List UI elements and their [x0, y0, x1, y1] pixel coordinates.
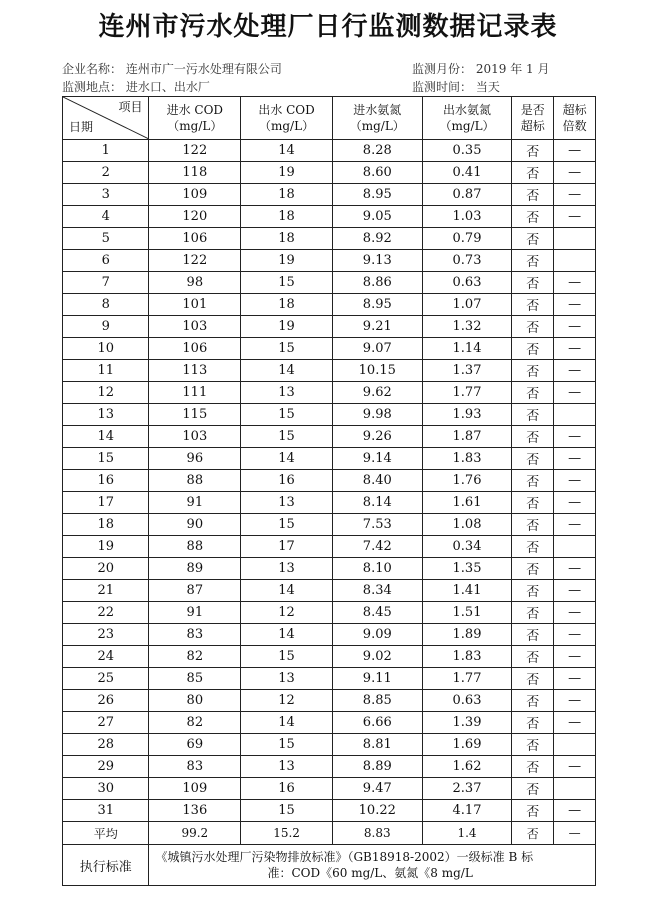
outlet-nh3-cell: 1.37 — [422, 360, 512, 382]
col-header-line: （mg/L） — [259, 119, 315, 133]
day-cell: 23 — [63, 624, 149, 646]
outlet-nh3-cell: 0.63 — [422, 690, 512, 712]
exceed-multiple-cell: — — [554, 646, 596, 668]
day-cell: 3 — [63, 184, 149, 206]
inlet-cod-cell: 101 — [149, 294, 241, 316]
outlet-cod-cell: 14 — [241, 360, 333, 382]
inlet-cod-cell: 113 — [149, 360, 241, 382]
inlet-nh3-cell: 7.42 — [332, 536, 422, 558]
outlet-nh3-cell: 1.32 — [422, 316, 512, 338]
inlet-nh3-cell: 8.86 — [332, 272, 422, 294]
time-label: 监测时间： — [412, 80, 473, 94]
inlet-nh3-cell: 8.14 — [332, 492, 422, 514]
outlet-cod-cell: 15 — [241, 426, 333, 448]
exceed-cell: 否 — [512, 448, 554, 470]
time-row — [412, 78, 500, 95]
exceed-multiple-cell: — — [554, 756, 596, 778]
table-row — [63, 206, 596, 228]
day-cell: 16 — [63, 470, 149, 492]
exceed-multiple-cell: — — [554, 668, 596, 690]
outlet-cod-cell: 16 — [241, 778, 333, 800]
exceed-cell: 否 — [512, 646, 554, 668]
outlet-cod-cell: 18 — [241, 228, 333, 250]
inlet-nh3-cell: 8.92 — [332, 228, 422, 250]
day-cell: 1 — [63, 140, 149, 162]
day-cell: 29 — [63, 756, 149, 778]
page-title: 连州市污水处理厂日行监测数据记录表 — [98, 12, 558, 42]
inlet-cod-cell: 91 — [149, 602, 241, 624]
inlet-nh3-cell: 9.26 — [332, 426, 422, 448]
outlet-cod-cell: 15 — [241, 734, 333, 756]
exceed-cell: 否 — [512, 338, 554, 360]
exceed-multiple-cell: — — [554, 514, 596, 536]
inlet-nh3-cell: 10.22 — [332, 800, 422, 822]
day-cell: 2 — [63, 162, 149, 184]
outlet-nh3-cell: 1.77 — [422, 668, 512, 690]
day-cell: 4 — [63, 206, 149, 228]
exceed-multiple-cell — [554, 778, 596, 800]
outlet-nh3-cell: 1.76 — [422, 470, 512, 492]
day-cell: 15 — [63, 448, 149, 470]
outlet-nh3-cell: 1.61 — [422, 492, 512, 514]
outlet-cod-cell: 14 — [241, 448, 333, 470]
exceed-multiple-cell — [554, 536, 596, 558]
exceed-cell: 否 — [512, 536, 554, 558]
inlet-cod-cell: 106 — [149, 338, 241, 360]
inlet-cod-cell: 91 — [149, 492, 241, 514]
col-header-line: 进水氨氮 — [353, 103, 402, 117]
table-row — [63, 338, 596, 360]
exceed-cell: 否 — [512, 228, 554, 250]
inlet-cod-cell: 109 — [149, 184, 241, 206]
outlet-nh3-cell: 0.41 — [422, 162, 512, 184]
col-header-line: （mg/L） — [349, 119, 405, 133]
outlet-nh3-cell: 1.69 — [422, 734, 512, 756]
inlet-nh3-cell: 8.83 — [332, 822, 422, 845]
inlet-cod-cell: 88 — [149, 470, 241, 492]
exceed-cell: 否 — [512, 668, 554, 690]
outlet-cod-cell: 15 — [241, 404, 333, 426]
inlet-nh3-cell: 9.21 — [332, 316, 422, 338]
col-header — [422, 97, 512, 140]
outlet-cod-cell: 18 — [241, 206, 333, 228]
day-cell: 24 — [63, 646, 149, 668]
table-row — [63, 800, 596, 822]
inlet-cod-cell: 103 — [149, 316, 241, 338]
col-header-line: 倍数 — [562, 119, 587, 133]
standard-row — [63, 845, 596, 886]
exceed-multiple-cell: — — [554, 162, 596, 184]
exceed-cell: 否 — [512, 272, 554, 294]
exceed-cell: 否 — [512, 404, 554, 426]
inlet-nh3-cell: 8.28 — [332, 140, 422, 162]
inlet-cod-cell: 122 — [149, 140, 241, 162]
header-row — [63, 97, 596, 140]
outlet-cod-cell: 19 — [241, 250, 333, 272]
outlet-nh3-cell: 4.17 — [422, 800, 512, 822]
inlet-cod-cell: 120 — [149, 206, 241, 228]
exceed-multiple-cell: — — [554, 140, 596, 162]
table-row — [63, 558, 596, 580]
exceed-multiple-cell: — — [554, 426, 596, 448]
inlet-nh3-cell: 8.60 — [332, 162, 422, 184]
inlet-nh3-cell: 8.40 — [332, 470, 422, 492]
table-row — [63, 470, 596, 492]
table-row — [63, 646, 596, 668]
day-cell: 10 — [63, 338, 149, 360]
table-row — [63, 602, 596, 624]
table-row — [63, 426, 596, 448]
exceed-multiple-cell: — — [554, 316, 596, 338]
inlet-nh3-cell: 10.15 — [332, 360, 422, 382]
exceed-multiple-cell: — — [554, 602, 596, 624]
exceed-multiple-cell: — — [554, 800, 596, 822]
outlet-cod-cell: 18 — [241, 294, 333, 316]
day-cell: 31 — [63, 800, 149, 822]
table-row — [63, 382, 596, 404]
outlet-nh3-cell: 0.63 — [422, 272, 512, 294]
outlet-cod-cell: 19 — [241, 162, 333, 184]
table-row — [63, 272, 596, 294]
exceed-cell: 否 — [512, 712, 554, 734]
day-cell: 22 — [63, 602, 149, 624]
standard-line-1: 《城镇污水处理厂污染物排放标准》（GB18918-2002）一级标准 B 标 — [155, 850, 534, 864]
exceed-multiple-cell: — — [554, 492, 596, 514]
day-cell: 6 — [63, 250, 149, 272]
outlet-cod-cell: 13 — [241, 382, 333, 404]
inlet-nh3-cell: 7.53 — [332, 514, 422, 536]
exceed-multiple-cell: — — [554, 558, 596, 580]
outlet-cod-cell: 15 — [241, 514, 333, 536]
day-cell: 12 — [63, 382, 149, 404]
table-row — [63, 668, 596, 690]
monitoring-table — [62, 96, 596, 886]
inlet-nh3-cell: 9.47 — [332, 778, 422, 800]
inlet-nh3-cell: 9.62 — [332, 382, 422, 404]
col-header — [554, 97, 596, 140]
inlet-cod-cell: 85 — [149, 668, 241, 690]
exceed-cell: 否 — [512, 492, 554, 514]
exceed-cell: 否 — [512, 690, 554, 712]
exceed-multiple-cell: — — [554, 294, 596, 316]
inlet-nh3-cell: 9.98 — [332, 404, 422, 426]
col-header-line: （mg/L） — [167, 119, 223, 133]
outlet-nh3-cell: 1.07 — [422, 294, 512, 316]
outlet-cod-cell: 13 — [241, 668, 333, 690]
col-header-line: 是否 — [520, 103, 545, 117]
diagonal-header-cell — [63, 97, 149, 140]
day-cell: 17 — [63, 492, 149, 514]
exceed-cell: 否 — [512, 580, 554, 602]
outlet-cod-cell: 18 — [241, 184, 333, 206]
table-body — [63, 140, 596, 822]
col-header — [512, 97, 554, 140]
outlet-cod-cell: 13 — [241, 558, 333, 580]
col-header-line: 超标 — [520, 119, 545, 133]
exceed-cell: 否 — [512, 778, 554, 800]
day-cell: 13 — [63, 404, 149, 426]
day-cell: 20 — [63, 558, 149, 580]
table-row — [63, 690, 596, 712]
exceed-multiple-cell: — — [554, 712, 596, 734]
inlet-cod-cell: 98 — [149, 272, 241, 294]
inlet-nh3-cell: 8.45 — [332, 602, 422, 624]
average-label: 平均 — [63, 822, 149, 845]
exceed-cell: 否 — [512, 800, 554, 822]
table-row — [63, 294, 596, 316]
inlet-cod-cell: 82 — [149, 646, 241, 668]
outlet-nh3-cell: 0.34 — [422, 536, 512, 558]
exceed-cell: 否 — [512, 756, 554, 778]
exceed-multiple-cell: — — [554, 470, 596, 492]
site-value: 进水口、出水厂 — [125, 80, 210, 94]
inlet-cod-cell: 106 — [149, 228, 241, 250]
exceed-multiple-cell: — — [554, 360, 596, 382]
table-row — [63, 448, 596, 470]
col-header-line: 出水氨氮 — [443, 103, 492, 117]
inlet-cod-cell: 88 — [149, 536, 241, 558]
day-cell: 14 — [63, 426, 149, 448]
average-row — [63, 822, 596, 845]
exceed-multiple-cell: — — [554, 624, 596, 646]
exceed-multiple-cell: — — [554, 206, 596, 228]
exceed-cell: 否 — [512, 822, 554, 845]
standard-text — [149, 845, 596, 886]
outlet-cod-cell: 14 — [241, 712, 333, 734]
outlet-nh3-cell: 1.62 — [422, 756, 512, 778]
outlet-nh3-cell: 0.35 — [422, 140, 512, 162]
exceed-cell: 否 — [512, 184, 554, 206]
outlet-cod-cell: 15.2 — [241, 822, 333, 845]
exceed-multiple-cell: — — [554, 448, 596, 470]
exceed-cell: 否 — [512, 734, 554, 756]
outlet-nh3-cell: 1.83 — [422, 646, 512, 668]
outlet-nh3-cell: 1.87 — [422, 426, 512, 448]
inlet-cod-cell: 69 — [149, 734, 241, 756]
day-cell: 5 — [63, 228, 149, 250]
diag-bottom-label: 日期 — [69, 120, 94, 134]
col-header — [241, 97, 333, 140]
inlet-nh3-cell: 8.95 — [332, 294, 422, 316]
table-row — [63, 536, 596, 558]
inlet-cod-cell: 103 — [149, 426, 241, 448]
outlet-nh3-cell: 2.37 — [422, 778, 512, 800]
outlet-nh3-cell: 1.4 — [422, 822, 512, 845]
exceed-cell: 否 — [512, 426, 554, 448]
diag-top-label: 项目 — [118, 100, 143, 114]
site-label: 监测地点： — [62, 80, 123, 94]
inlet-cod-cell: 109 — [149, 778, 241, 800]
outlet-cod-cell: 12 — [241, 690, 333, 712]
inlet-nh3-cell: 9.02 — [332, 646, 422, 668]
exceed-multiple-cell — [554, 404, 596, 426]
day-cell: 26 — [63, 690, 149, 712]
outlet-cod-cell: 14 — [241, 580, 333, 602]
exceed-multiple-cell: — — [554, 822, 596, 845]
table-row — [63, 250, 596, 272]
company-row — [62, 60, 282, 77]
inlet-nh3-cell: 9.14 — [332, 448, 422, 470]
inlet-nh3-cell: 9.09 — [332, 624, 422, 646]
day-cell: 11 — [63, 360, 149, 382]
site-row — [62, 78, 210, 95]
outlet-nh3-cell: 1.39 — [422, 712, 512, 734]
outlet-nh3-cell: 1.35 — [422, 558, 512, 580]
table-row — [63, 712, 596, 734]
outlet-nh3-cell: 1.89 — [422, 624, 512, 646]
table-row — [63, 734, 596, 756]
day-cell: 8 — [63, 294, 149, 316]
table-row — [63, 624, 596, 646]
exceed-cell: 否 — [512, 294, 554, 316]
outlet-cod-cell: 14 — [241, 624, 333, 646]
company-value: 连州市广一污水处理有限公司 — [125, 62, 282, 76]
company-label: 企业名称： — [62, 62, 123, 76]
exceed-cell: 否 — [512, 206, 554, 228]
inlet-cod-cell: 87 — [149, 580, 241, 602]
outlet-cod-cell: 16 — [241, 470, 333, 492]
table-row — [63, 162, 596, 184]
outlet-nh3-cell: 1.14 — [422, 338, 512, 360]
inlet-cod-cell: 89 — [149, 558, 241, 580]
inlet-cod-cell: 99.2 — [149, 822, 241, 845]
outlet-cod-cell: 15 — [241, 272, 333, 294]
table-row — [63, 756, 596, 778]
table-row — [63, 492, 596, 514]
exceed-multiple-cell: — — [554, 272, 596, 294]
exceed-multiple-cell — [554, 734, 596, 756]
outlet-cod-cell: 15 — [241, 338, 333, 360]
day-cell: 9 — [63, 316, 149, 338]
inlet-cod-cell: 118 — [149, 162, 241, 184]
exceed-cell: 否 — [512, 140, 554, 162]
inlet-nh3-cell: 9.07 — [332, 338, 422, 360]
col-header — [149, 97, 241, 140]
outlet-cod-cell: 13 — [241, 492, 333, 514]
exceed-cell: 否 — [512, 558, 554, 580]
inlet-cod-cell: 82 — [149, 712, 241, 734]
inlet-cod-cell: 122 — [149, 250, 241, 272]
inlet-cod-cell: 136 — [149, 800, 241, 822]
exceed-multiple-cell: — — [554, 382, 596, 404]
outlet-cod-cell: 15 — [241, 800, 333, 822]
exceed-multiple-cell: — — [554, 580, 596, 602]
outlet-nh3-cell: 0.79 — [422, 228, 512, 250]
table-row — [63, 360, 596, 382]
exceed-cell: 否 — [512, 382, 554, 404]
exceed-cell: 否 — [512, 360, 554, 382]
exceed-cell: 否 — [512, 624, 554, 646]
exceed-cell: 否 — [512, 162, 554, 184]
table-row — [63, 778, 596, 800]
standard-line-2: 准：COD《60 mg/L、氨氮《8 mg/L — [267, 866, 473, 880]
outlet-nh3-cell: 1.77 — [422, 382, 512, 404]
inlet-nh3-cell: 8.34 — [332, 580, 422, 602]
inlet-cod-cell: 83 — [149, 624, 241, 646]
inlet-cod-cell: 83 — [149, 756, 241, 778]
outlet-nh3-cell: 1.41 — [422, 580, 512, 602]
exceed-cell: 否 — [512, 316, 554, 338]
exceed-multiple-cell: — — [554, 184, 596, 206]
outlet-nh3-cell: 1.51 — [422, 602, 512, 624]
month-value: 2019 年 1 月 — [475, 62, 550, 76]
outlet-nh3-cell: 1.83 — [422, 448, 512, 470]
outlet-nh3-cell: 0.87 — [422, 184, 512, 206]
table-row — [63, 140, 596, 162]
outlet-cod-cell: 19 — [241, 316, 333, 338]
table-row — [63, 514, 596, 536]
col-header — [332, 97, 422, 140]
table-row — [63, 404, 596, 426]
inlet-cod-cell: 96 — [149, 448, 241, 470]
day-cell: 19 — [63, 536, 149, 558]
time-value: 当天 — [475, 80, 500, 94]
exceed-cell: 否 — [512, 250, 554, 272]
exceed-cell: 否 — [512, 470, 554, 492]
col-header-line: 进水 COD — [166, 103, 224, 117]
table-row — [63, 184, 596, 206]
inlet-nh3-cell: 6.66 — [332, 712, 422, 734]
table-row — [63, 580, 596, 602]
inlet-nh3-cell: 9.05 — [332, 206, 422, 228]
table-row — [63, 316, 596, 338]
outlet-nh3-cell: 0.73 — [422, 250, 512, 272]
table-row — [63, 228, 596, 250]
outlet-nh3-cell: 1.08 — [422, 514, 512, 536]
inlet-nh3-cell: 8.89 — [332, 756, 422, 778]
exceed-cell: 否 — [512, 602, 554, 624]
exceed-multiple-cell — [554, 250, 596, 272]
col-header-line: 超标 — [562, 103, 587, 117]
outlet-cod-cell: 13 — [241, 756, 333, 778]
day-cell: 27 — [63, 712, 149, 734]
outlet-cod-cell: 14 — [241, 140, 333, 162]
inlet-cod-cell: 111 — [149, 382, 241, 404]
outlet-cod-cell: 12 — [241, 602, 333, 624]
inlet-nh3-cell: 8.85 — [332, 690, 422, 712]
inlet-nh3-cell: 9.11 — [332, 668, 422, 690]
month-row — [412, 60, 549, 77]
day-cell: 30 — [63, 778, 149, 800]
col-header-line: 出水 COD — [258, 103, 315, 117]
outlet-nh3-cell: 1.03 — [422, 206, 512, 228]
inlet-cod-cell: 90 — [149, 514, 241, 536]
day-cell: 28 — [63, 734, 149, 756]
day-cell: 7 — [63, 272, 149, 294]
day-cell: 18 — [63, 514, 149, 536]
outlet-cod-cell: 17 — [241, 536, 333, 558]
inlet-nh3-cell: 8.95 — [332, 184, 422, 206]
inlet-nh3-cell: 9.13 — [332, 250, 422, 272]
exceed-cell: 否 — [512, 514, 554, 536]
inlet-cod-cell: 115 — [149, 404, 241, 426]
exceed-multiple-cell: — — [554, 690, 596, 712]
day-cell: 25 — [63, 668, 149, 690]
col-header-line: （mg/L） — [439, 119, 495, 133]
standard-label: 执行标准 — [63, 845, 149, 886]
exceed-multiple-cell: — — [554, 338, 596, 360]
inlet-nh3-cell: 8.10 — [332, 558, 422, 580]
exceed-multiple-cell — [554, 228, 596, 250]
inlet-nh3-cell: 8.81 — [332, 734, 422, 756]
inlet-cod-cell: 80 — [149, 690, 241, 712]
outlet-cod-cell: 15 — [241, 646, 333, 668]
day-cell: 21 — [63, 580, 149, 602]
outlet-nh3-cell: 1.93 — [422, 404, 512, 426]
month-label: 监测月份： — [412, 62, 473, 76]
